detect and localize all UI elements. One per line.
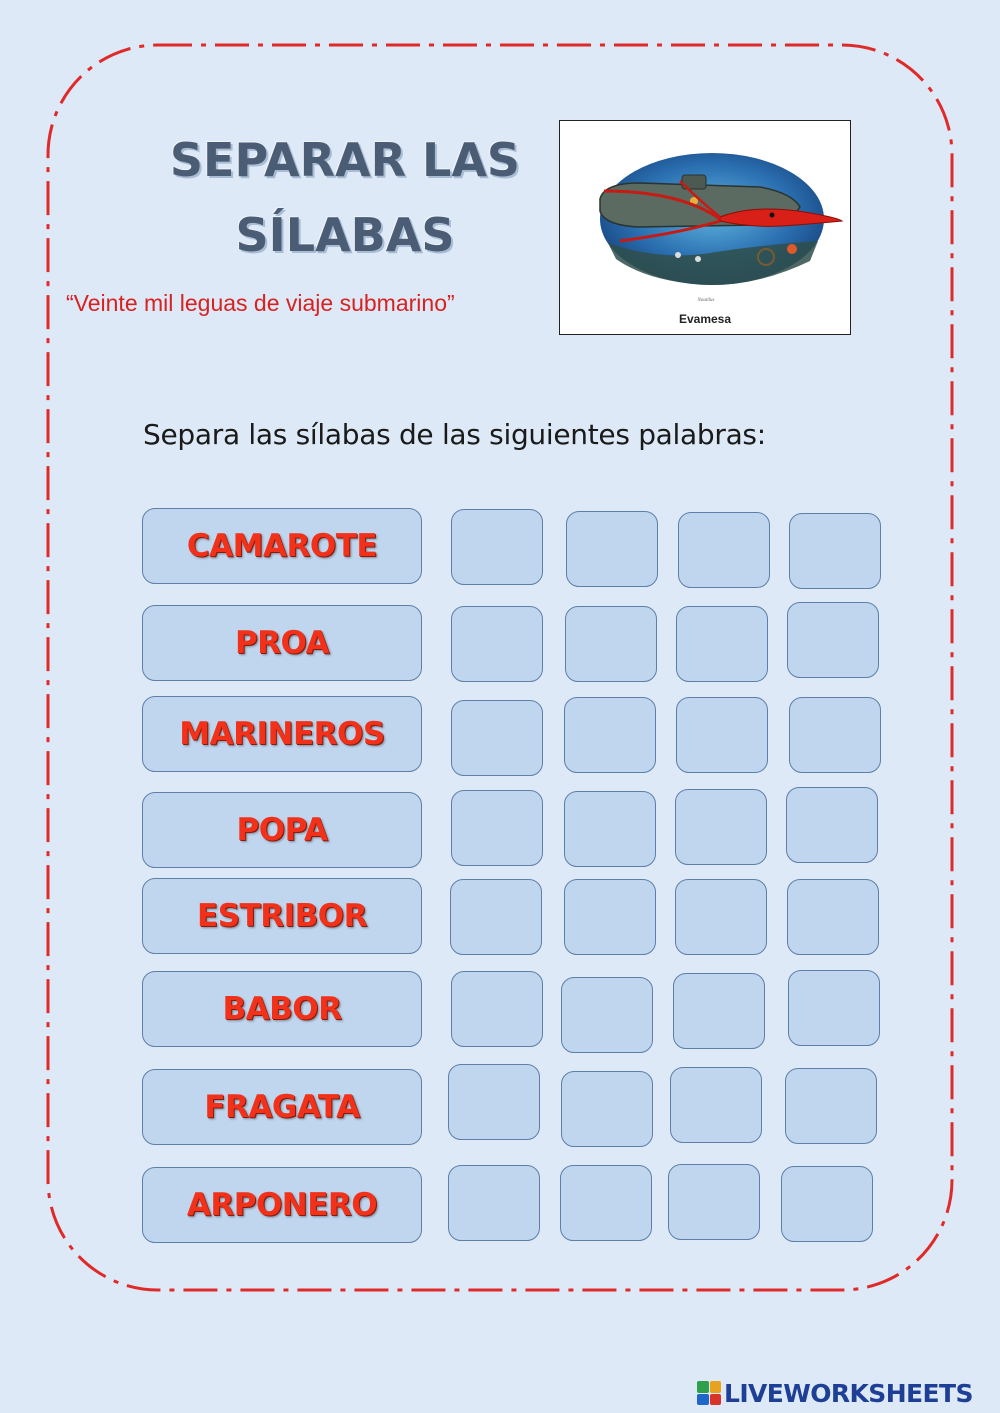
diver-icon (675, 252, 681, 258)
word-popa: POPA (142, 792, 422, 868)
syllable-input[interactable] (675, 789, 767, 865)
syllable-input[interactable] (560, 1165, 652, 1241)
page-title-line-1: SEPARAR LAS (169, 133, 521, 187)
instruction-text: Separa las sílabas de las siguientes palabras: (143, 418, 766, 451)
syllable-input[interactable] (676, 697, 768, 773)
syllable-input[interactable] (668, 1164, 760, 1240)
logo-grid-icon (697, 1381, 721, 1405)
word-fragata: FRAGATA (142, 1069, 422, 1145)
syllable-input[interactable] (789, 513, 881, 589)
cover-signature: Nautilus (697, 298, 715, 303)
syllable-input[interactable] (781, 1166, 873, 1242)
word-estribor: ESTRIBOR (142, 878, 422, 954)
syllable-input[interactable] (787, 879, 879, 955)
syllable-input[interactable] (787, 602, 879, 678)
syllable-input[interactable] (564, 879, 656, 955)
word-arponero: ARPONERO (142, 1167, 422, 1243)
syllable-input[interactable] (678, 512, 770, 588)
syllable-input[interactable] (451, 700, 543, 776)
cover-caption: Evamesa (678, 312, 732, 326)
syllable-input[interactable] (451, 509, 543, 585)
submarine-illustration (560, 121, 852, 336)
word-marineros: MARINEROS (142, 696, 422, 772)
syllable-input[interactable] (785, 1068, 877, 1144)
syllable-input[interactable] (561, 977, 653, 1053)
word-proa: PROA (142, 605, 422, 681)
syllable-input[interactable] (451, 790, 543, 866)
syllable-input[interactable] (566, 511, 658, 587)
syllable-input[interactable] (448, 1165, 540, 1241)
syllable-input[interactable] (448, 1064, 540, 1140)
diver-icon (695, 256, 701, 262)
syllable-input[interactable] (451, 606, 543, 682)
syllable-input[interactable] (564, 791, 656, 867)
page-title-line-2: SÍLABAS (235, 208, 455, 262)
coral-icon (787, 244, 797, 254)
syllable-input[interactable] (673, 973, 765, 1049)
syllable-input[interactable] (670, 1067, 762, 1143)
syllable-input[interactable] (676, 606, 768, 682)
syllable-input[interactable] (565, 606, 657, 682)
syllable-input[interactable] (788, 970, 880, 1046)
squid-eye-icon (770, 213, 775, 218)
syllable-input[interactable] (561, 1071, 653, 1147)
word-babor: BABOR (142, 971, 422, 1047)
syllable-input[interactable] (451, 971, 543, 1047)
book-cover-image (559, 120, 851, 335)
liveworksheets-logo[interactable] (697, 1377, 973, 1409)
syllable-input[interactable] (564, 697, 656, 773)
syllable-input[interactable] (789, 697, 881, 773)
syllable-input[interactable] (675, 879, 767, 955)
book-subtitle: “Veinte mil leguas de viaje submarino” (66, 290, 455, 316)
syllable-input[interactable] (450, 879, 542, 955)
word-camarote: CAMAROTE (142, 508, 422, 584)
syllable-input[interactable] (786, 787, 878, 863)
logo-text: LIVEWORKSHEETS (724, 1378, 973, 1408)
